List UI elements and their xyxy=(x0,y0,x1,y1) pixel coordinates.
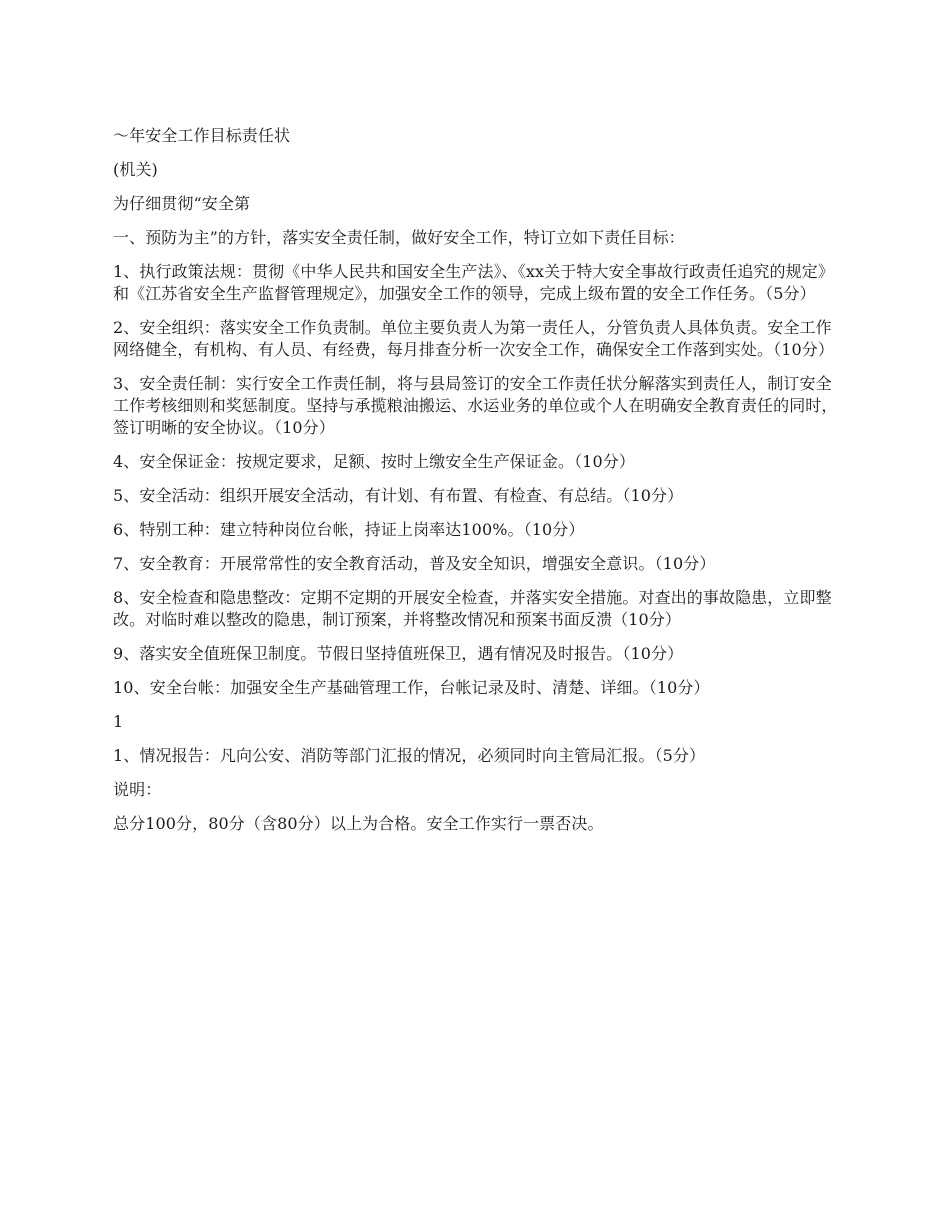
notes-heading: 说明： xyxy=(113,780,162,799)
item-10-ledger: 10、安全台帐：加强安全生产基础管理工作，台帐记录及时、清楚、详细。（10分） xyxy=(113,678,710,697)
item-3-responsibility: 3、安全责任制：实行安全工作责任制，将与县局签订的安全工作责任状分解落实到责任人，制订安全工作考核细则和奖惩制度。坚持与承揽粮油搬运、水运业务的单位或个人在明确安全教育责任的同时，签订明晰的安全协议。（10分） xyxy=(113,374,838,437)
item-9-duty: 9、落实安全值班保卫制度。节假日坚持值班保卫，遇有情况及时报告。（10分） xyxy=(113,644,684,663)
item-2-organization: 2、安全组织：落实安全工作负责制。单位主要负责人为第一责任人，分管负责人具体负责。安全工作网络健全，有机构、有人员、有经费，每月排查分析一次安全工作，确保安全工作落到实处。（10分） xyxy=(113,318,834,359)
item-5-activities: 5、安全活动：组织开展安全活动，有计划、有布置、有检查、有总结。（10分） xyxy=(113,486,684,505)
document-title: ～年安全工作目标责任状 xyxy=(113,126,291,145)
item-11-reporting: 1、情况报告：凡向公安、消防等部门汇报的情况，必须同时向主管局汇报。（5分） xyxy=(113,746,706,765)
notes-body: 总分100分，80分（含80分）以上为合格。安全工作实行一票否决。 xyxy=(113,814,604,833)
page-number-marker: 1 xyxy=(113,712,124,731)
item-8-inspection: 8、安全检查和隐患整改：定期不定期的开展安全检查，并落实安全措施。对查出的事故隐患，立即整改。对临时难以整改的隐患，制订预案，并将整改情况和预案书面反溃（10分） xyxy=(113,588,832,629)
item-4-deposit: 4、安全保证金：按规定要求，足额、按时上缴安全生产保证金。（10分） xyxy=(113,452,635,471)
intro-paragraph-2: 一、预防为主”的方针，落实安全责任制，做好安全工作，特订立如下责任目标： xyxy=(113,228,685,247)
document-subtitle: (机关) xyxy=(113,160,158,179)
intro-paragraph-1: 为仔细贯彻“安全第 xyxy=(113,194,251,213)
item-1-policy: 1、执行政策法规：贯彻《中华人民共和国安全生产法》、《xx关于特大安全事故行政责任追究的规定》和《江苏省安全生产监督管理规定》，加强安全工作的领导，完成上级布置的安全工作任务。（5分） xyxy=(113,262,834,303)
item-6-special-jobs: 6、特别工种：建立特种岗位台帐，持证上岗率达100%。（10分） xyxy=(113,520,585,539)
item-7-education: 7、安全教育：开展常常性的安全教育活动，普及安全知识，增强安全意识。（10分） xyxy=(113,554,716,573)
document-page xyxy=(113,125,843,847)
